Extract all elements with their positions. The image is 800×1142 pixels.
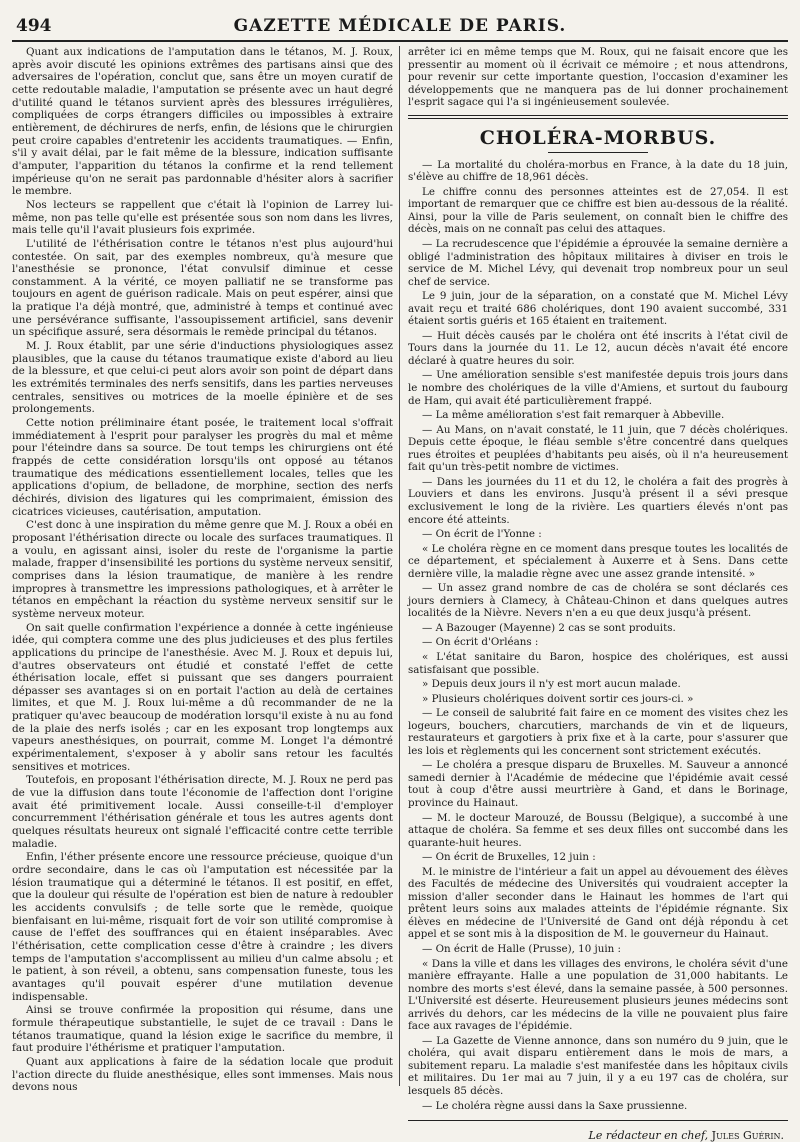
right-column (400, 46, 788, 1142)
journal-title: GAZETTE MÉDICALE DE PARIS. (233, 16, 567, 36)
paragraph: Toutefois, en proposant l'éthérisation directe, M. J. Roux ne perd pas de vue la diffusion dans toute l'économie de l'affection dont l'origine avait été primitivement locale. Aussi conseille-t-il d'employer concurremment l'éthérisation générale et tous les autres agents dont quelques résultats heureux ont signalé l'efficacité contre cette terrible maladie. (12, 774, 393, 850)
news-item: — La Gazette de Vienne annonce, dans son numéro du 9 juin, que le choléra, qui avait disparu entièrement dans le mois de mars, a subitement reparu. La maladie s'est manifestée dans les hôpitaux civils et militaires. Du 1er mai au 7 juin, il y a eu 197 cas de choléra, sur lesquels 85 décès. (408, 1034, 788, 1098)
paragraph: Enfin, l'éther présente encore une ressource précieuse, quoique d'un ordre secondaire, dans le cas où l'amputation est nécessitée par la lésion traumatique qui a déterminé le tétanos. Il est positif, en effet, que la douleur qui résulte de l'opération est bien de nature à redoubler les accidents convulsifs ; de telle sorte que le remède, quoique bienfaisant en lui-même, risquait fort de voir son utilité compromise à cause de l'effet des souffrances qui en étaient inséparables. Avec l'éthérisation, cette complication cesse d'être à craindre ; les divers temps de l'amputation s'accomplissent au milieu d'un calme absolu ; et le patient, à son réveil, a obtenu, sans compensation funeste, tous les avantages qu'il pouvait espérer d'une mutilation devenue indispensable. (12, 851, 393, 1003)
paragraph: C'est donc à une inspiration du même genre que M. J. Roux a obéi en proposant l'éthérisation directe ou locale des surfaces traumatiques. Il a voulu, en agissant ainsi, isoler du reste de l'organisme la partie malade, frapper d'insensibilité les portions du système nerveux sensitif, comprises dans la lésion traumatique, de manière à les rendre impropres à transmettre les impressions pathologiques, et à arrêter le tétanos en empêchant la réaction du système nerveux sensitif sur le système nerveux moteur. (12, 519, 393, 620)
page-number: 494 (16, 16, 52, 36)
paragraph: Quant aux indications de l'amputation dans le tétanos, M. J. Roux, après avoir discuté les opinions extrêmes des partisans ainsi que des adversaires de l'opération, conclut que, sans être un moyen curatif de cette redoutable maladie, l'amputation se présente avec un haut degré d'utilité quand le tétanos survient après des blessures irrégulières, compliquées de corps étrangers difficiles ou impossibles à extraire entièrement, de déchirures de nerfs, enfin, de lésions que le chirurgien peut croire capables d'entretenir les accidents traumatiques. — Enfin, s'il y avait délai, par le fait même de la blessure, indication suffisante d'amputer, l'apparition du tétanos la confirme et la rend tellement impérieuse qu'on ne serait pas pardonnable d'hésiter alors à sacrifier le membre. (12, 46, 393, 198)
news-item: — La mortalité du choléra-morbus en France, à la date du 18 juin, s'élève au chiffre de 18,961 décès. (408, 158, 788, 184)
news-item: M. le ministre de l'intérieur a fait un appel au dévouement des élèves des Facultés de médecine des Universités qui voudraient accepter la mission d'aller seconder dans le Hainaut les hommes de l'art qui prêtent leurs soins aux malades atteints de l'épidémie régnante. Six élèves en médecine de l'Université de Gand ont déjà répondu à cet appel et se sont mis à la disposition de M. le gouverneur du Hainaut. (408, 865, 788, 941)
paragraph: On sait quelle confirmation l'expérience a donnée à cette ingénieuse idée, qui comptera comme une des plus judicieuses et des plus fertiles applications du principe de l'anesthésie. Avec M. J. Roux et depuis lui, d'autres observateurs ont étudié et constaté l'effet de cette éthérisation locale, effet si puissant que ses dangers pourraient dépasser ses avantages si on en portait l'action au delà de certaines limites, et que M. J. Roux lui-même a dû recommander de ne la pratiquer qu'avec beaucoup de modération lorsqu'il existe à nu au fond de la plaie des nerfs isolés ; car en les exposant trop longtemps aux vapeurs anesthésiques, on pourrait, comme M. Longet l'a démontré expérimentalement, s'exposer à y abolir sans retour les facultés sensitives et motrices. (12, 621, 393, 773)
news-item: » Depuis deux jours il n'y est mort aucun malade. (422, 678, 681, 691)
paragraph: Ainsi se trouve confirmée la proposition qui résume, dans une formule thérapeutique substantielle, le sujet de ce travail : Dans le tétanos traumatique, quand la lésion exige le sacrifice du membre, il faut produire l'éthérisme et pratiquer l'amputation. (12, 1004, 393, 1055)
paragraph: Nos lecteurs se rappellent que c'était là l'opinion de Larrey lui-même, non pas telle qu'elle est présentée sous son nom dans les livres, mais telle qu'il l'avait plusieurs fois exprimée. (12, 198, 393, 237)
left-column (12, 46, 400, 1094)
news-item: « Dans la ville et dans les villages des environs, le choléra sévit d'une manière effrayante. Halle a une population de 31,000 habitants. Le nombre des morts s'est élevé, dans la semaine passée, à 500 personnes. L'Université est déserte. Heureusement plusieurs jeunes médecins sont arrivés du dehors, car les médecins de la ville ne pouvaient plus faire face aux ravages de l'épidémie. (408, 957, 788, 1033)
section-title: CHOLÉRA-MORBUS. (479, 126, 717, 149)
signature (408, 1120, 788, 1142)
news-item: « L'état sanitaire du Baron, hospice des cholériques, est aussi satisfaisant que possible. (408, 650, 788, 676)
news-item: — On écrit de Bruxelles, 12 juin : (422, 851, 596, 864)
news-item: — Dans les journées du 11 et du 12, le choléra a fait des progrès à Louviers et dans les environs. Jusqu'à présent il a sévi presque exclusivement le long de la rivière. Les quartiers élevés n'ont pas encore été atteints. (408, 475, 788, 526)
paragraph: Quant aux applications à faire de la sédation locale que produit l'action directe du fluide anesthésique, elles sont immenses. Mais nous devons nous (12, 1055, 393, 1094)
signature-label: Le rédacteur en chef, (588, 1129, 709, 1142)
news-item: — Huit décès causés par le choléra ont été inscrits à l'état civil de Tours dans la journée du 11. Le 12, aucun décès n'avait été encore déclaré à quatre heures du soir. (408, 329, 788, 367)
news-item: — Une amélioration sensible s'est manifestée depuis trois jours dans le nombre des cholériques de la ville d'Amiens, et surtout du faubourg de Ham, qui avait été particulièrement frappé. (408, 369, 788, 407)
news-item: — On écrit de l'Yonne : (422, 528, 542, 541)
news-item: — La même amélioration s'est fait remarquer à Abbeville. (422, 409, 725, 422)
news-item: » Plusieurs cholériques doivent sortir ces jours-ci. » (422, 692, 694, 705)
news-item: — Le choléra a presque disparu de Bruxelles. M. Sauveur a annoncé samedi dernier à l'Académie de médecine que l'épidémie avait cessé tout à coup d'être aussi meurtrière à Gand, et dans le Borinage, province du Hainaut. (408, 759, 788, 809)
news-item: — Le conseil de salubrité fait faire en ce moment des visites chez les logeurs, bouchers, charcutiers, marchands de vin et de liqueurs, restaurateurs et gargotiers à prix fixe et à la carte, pour s'assurer que les lois et règlements qui les concernent sont strictement exécutés. (408, 707, 788, 757)
news-item: « Le choléra règne en ce moment dans presque toutes les localités de ce département, et spécialement à Auxerre et à Sens. Dans cette dernière ville, la maladie règne avec une assez grande intensité. » (408, 542, 788, 580)
news-item: — M. le docteur Marouzé, de Boussu (Belgique), a succombé à une attaque de choléra. Sa femme et ses deux filles ont succombé dans les quarante-huit heures. (408, 811, 788, 849)
news-item: — On écrit d'Orléans : (422, 636, 539, 649)
paragraph: M. J. Roux établit, par une série d'inductions physiologiques assez plausibles, que la cause du tétanos traumatique existe d'abord au lieu de la blessure, et que celui-ci peut alors avoir son point de départ dans les extrémités terminales des nerfs sensitifs, dans les parties nerveuses centrales, sensitives ou motrices de la moelle épinière et de ses prolongements. (12, 340, 393, 416)
news-item: — Le choléra règne aussi dans la Saxe prussienne. (422, 1099, 688, 1112)
columns (12, 46, 788, 1142)
continuation-paragraph: arrêter ici en même temps que M. Roux, qui ne faisait encore que les pressentir au moment où il écrivait ce mémoire ; et nous attendrons, pour revenir sur cette importante question, l'occasion d'examiner les développements que ne manquera pas de lui donner prochainement l'esprit sagace qui l'a si ingénieusement soulevée. (408, 46, 788, 109)
news-item: — On écrit de Halle (Prusse), 10 juin : (422, 943, 622, 955)
news-item: Le 9 juin, jour de la séparation, on a constaté que M. Michel Lévy avait reçu et traité 686 cholériques, dont 190 avaient succombé, 331 étaient sortis guéris et 165 étaient en traitement. (408, 290, 788, 328)
signature-name: Jules Guérin. (711, 1129, 784, 1142)
section-divider (408, 115, 788, 119)
news-item: Le chiffre connu des personnes atteintes est de 27,054. Il est important de remarquer que ce chiffre est bien au-dessous de la réalité. Ainsi, pour la ville de Paris seulement, on connaît bien le chiffre des décès, mais on ne connaît pas celui des attaques. (408, 185, 788, 236)
paragraph: L'utilité de l'éthérisation contre le tétanos n'est plus aujourd'hui contestée. On sait, par des exemples nombreux, qu'à mesure que l'anesthésie se prononce, l'état convulsif diminue et cesse constamment. A la vérité, ce moyen palliatif ne se transforme pas toujours en agent de guérison radicale. Mais on peut espérer, ainsi que la pratique l'a déjà montré, que, administré à temps et continué avec une persévérance suffisante, l'assoupissement artificiel, sans devenir un spécifique assuré, sera désormais le remède principal du tétanos. (12, 237, 393, 339)
news-item: — A Bazouger (Mayenne) 2 cas se sont produits. (422, 621, 676, 634)
page-header (12, 14, 788, 42)
news-item: — Un assez grand nombre de cas de choléra se sont déclarés ces jours derniers à Clamecy, à Château-Chinon et dans quelques autres localités de la Nièvre. Nevers n'en a eu que deux jusqu'à présent. (408, 582, 788, 620)
news-item: — La recrudescence que l'épidémie a éprouvée la semaine dernière a obligé l'administration des hôpitaux militaires à diviser en trois le service de M. Michel Lévy, qui devenait trop nombreux pour un seul chef de service. (408, 238, 788, 288)
news-item: — Au Mans, on n'avait constaté, le 11 juin, que 7 décès cholériques. Depuis cette époque, le fléau semble s'être concentré dans quelques rues étroites et peuplées d'habitants peu aisés, où il n'a heureusement fait qu'un très-petit nombre de victimes. (408, 423, 788, 474)
title-underline (548, 152, 648, 153)
paragraph: Cette notion préliminaire étant posée, le traitement local s'offrait immédiatement à l'esprit pour paralyser les progrès du mal et même pour l'éteindre dans sa source. De tout temps les chirurgiens ont été frappés de cette considération lorsqu'ils ont opposé au tétanos traumatique des médications essentiellement locales, telles que les applications d'opium, de belladone, de morphine, section des nerfs déchirés, division des ligatures qui les comprimaient, émission des cicatrices vicieuses, cautérisation, amputation. (12, 417, 393, 518)
